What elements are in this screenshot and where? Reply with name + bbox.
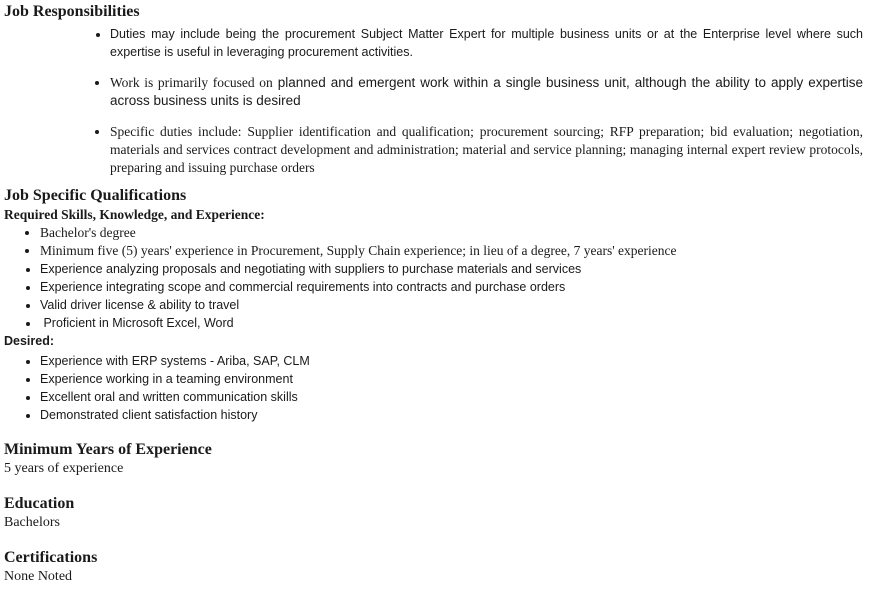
responsibility-item-serif-part: Work is primarily focused on bbox=[110, 75, 273, 90]
certifications-heading: Certifications bbox=[4, 549, 98, 566]
job-responsibilities-list bbox=[4, 25, 865, 177]
required-skill-item: • Valid driver license & ability to travel bbox=[40, 296, 865, 314]
required-skill-item: • Experience integrating scope and commercial requirements into contracts and purchase orders bbox=[40, 278, 865, 296]
education-heading: Education bbox=[4, 495, 75, 512]
desired-skill-item: • Excellent oral and written communication skills bbox=[40, 388, 865, 406]
job-specific-qualifications-heading: Job Specific Qualifications bbox=[4, 187, 187, 204]
desired-skills-list bbox=[4, 352, 865, 424]
desired-skill-item: • Experience working in a teaming environment bbox=[40, 370, 865, 388]
required-skill-item: • Bachelor's degree bbox=[40, 224, 865, 242]
required-skill-item: • Proficient in Microsoft Excel, Word bbox=[40, 314, 865, 332]
job-posting-page bbox=[0, 2, 869, 585]
required-skills-label: Required Skills, Knowledge, and Experience: bbox=[4, 207, 265, 222]
required-skills-list bbox=[4, 224, 865, 332]
minimum-years-heading: Minimum Years of Experience bbox=[4, 441, 212, 458]
desired-skill-item: • Demonstrated client satisfaction history bbox=[40, 406, 865, 424]
job-responsibilities-heading: Job Responsibilities bbox=[4, 3, 140, 20]
responsibility-item-sans-part: planned and emergent work within a single business unit, although the ability to apply expertise across business units is desired bbox=[110, 75, 863, 108]
minimum-years-value: 5 years of experience bbox=[4, 461, 124, 476]
certifications-value: None Noted bbox=[4, 569, 73, 584]
required-skill-item: • Experience analyzing proposals and negotiating with suppliers to purchase materials and services bbox=[40, 260, 865, 278]
education-value: Bachelors bbox=[4, 515, 60, 530]
responsibility-item: • Duties may include being the procurement Subject Matter Expert for multiple business units or at the Enterprise level where such expertise is useful in leveraging procurement activities. bbox=[110, 25, 863, 61]
desired-skill-item: • Experience with ERP systems - Ariba, SAP, CLM bbox=[40, 352, 865, 370]
responsibility-item bbox=[110, 74, 863, 110]
responsibility-item: • Specific duties include: Supplier identification and qualification; procurement sourcing; RFP preparation; bid evaluation; negotiation, materials and services contract development and administration; material and service planning; managing internal expert review protocols, preparing and issuing purchase orders bbox=[110, 123, 863, 177]
desired-skills-label: Desired: bbox=[4, 334, 55, 348]
required-skill-item: • Minimum five (5) years' experience in Procurement, Supply Chain experience; in lieu of a degree, 7 years' experience bbox=[40, 242, 865, 260]
